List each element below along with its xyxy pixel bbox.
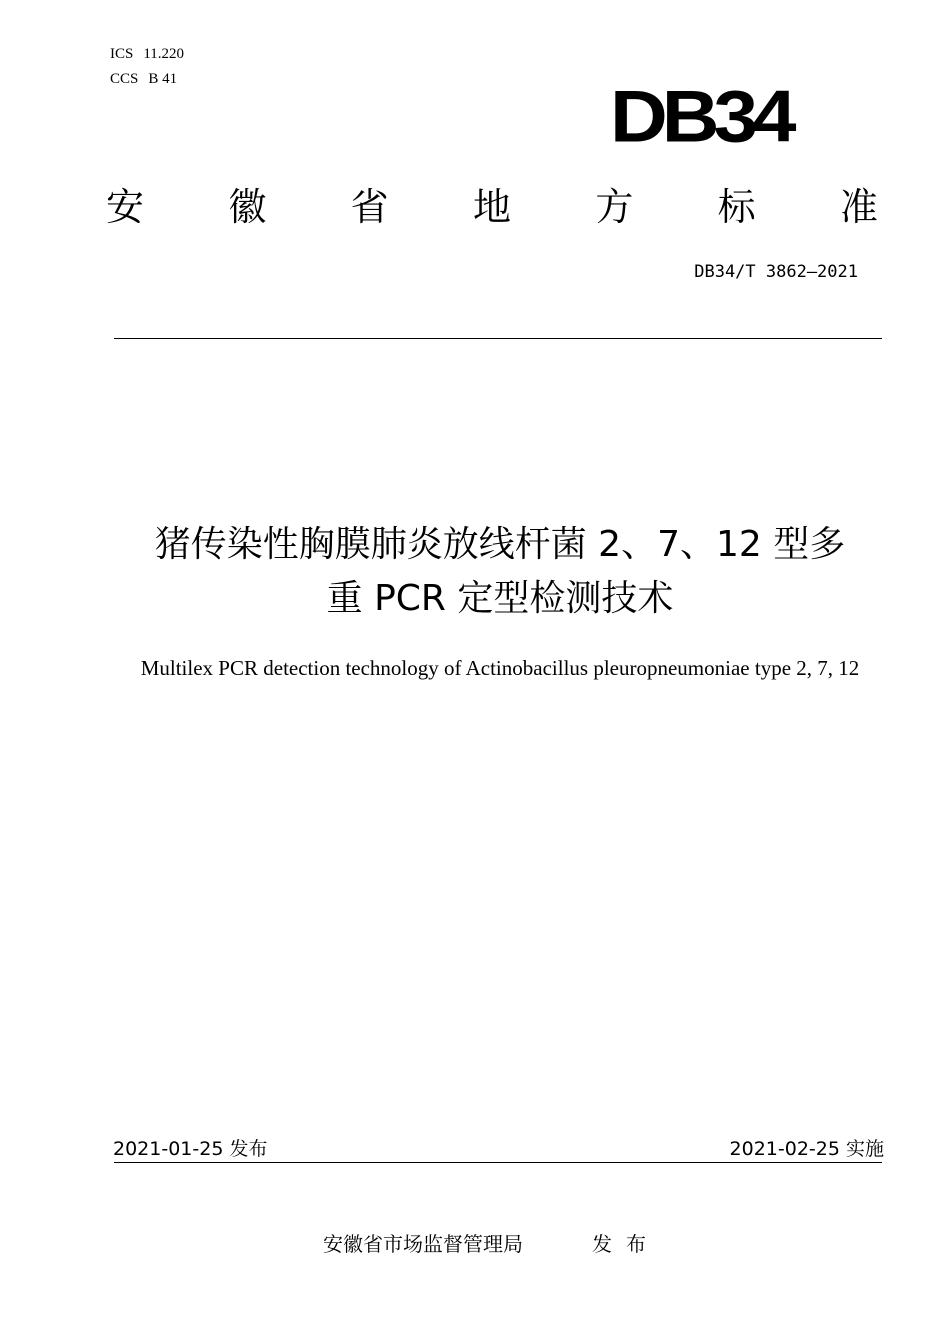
- bottom-divider: [114, 1162, 882, 1163]
- ics-code: 11.220: [143, 46, 185, 62]
- doc-type-char: 标: [717, 185, 756, 229]
- ics-label: ICS: [110, 46, 134, 62]
- top-divider: [114, 338, 882, 339]
- standard-logo: DB34: [610, 75, 791, 158]
- doc-type-char: 准: [839, 185, 878, 229]
- implementation-date: 2021-02-25 实施: [729, 1138, 884, 1160]
- chinese-title-line-1: 猪传染性胸膜肺炎放线杆菌 2、7、12 型多: [154, 524, 846, 565]
- document-type-heading: [106, 182, 878, 232]
- doc-type-char: 省: [350, 185, 389, 229]
- issuing-action: 发布: [592, 1232, 660, 1256]
- ics-classification: [110, 46, 184, 63]
- doc-type-char: 地: [472, 185, 511, 229]
- ccs-classification: [110, 71, 177, 88]
- ccs-label: CCS: [110, 71, 139, 87]
- doc-type-char: 安: [106, 185, 145, 229]
- standard-number: DB34/T 3862—2021: [694, 262, 858, 282]
- chinese-title: [60, 518, 940, 626]
- english-title: Multilex PCR detection technology of Actinobacillus pleuropneumoniae type 2, 7, 12: [140, 656, 860, 680]
- doc-type-char: 方: [595, 185, 634, 229]
- issuing-authority: 安徽省市场监督管理局: [323, 1232, 523, 1256]
- issue-date: 2021-01-25 发布: [113, 1138, 268, 1160]
- ccs-code: B 41: [148, 71, 178, 87]
- chinese-title-line-2: 重 PCR 定型检测技术: [326, 578, 674, 619]
- doc-type-char: 徽: [228, 185, 267, 229]
